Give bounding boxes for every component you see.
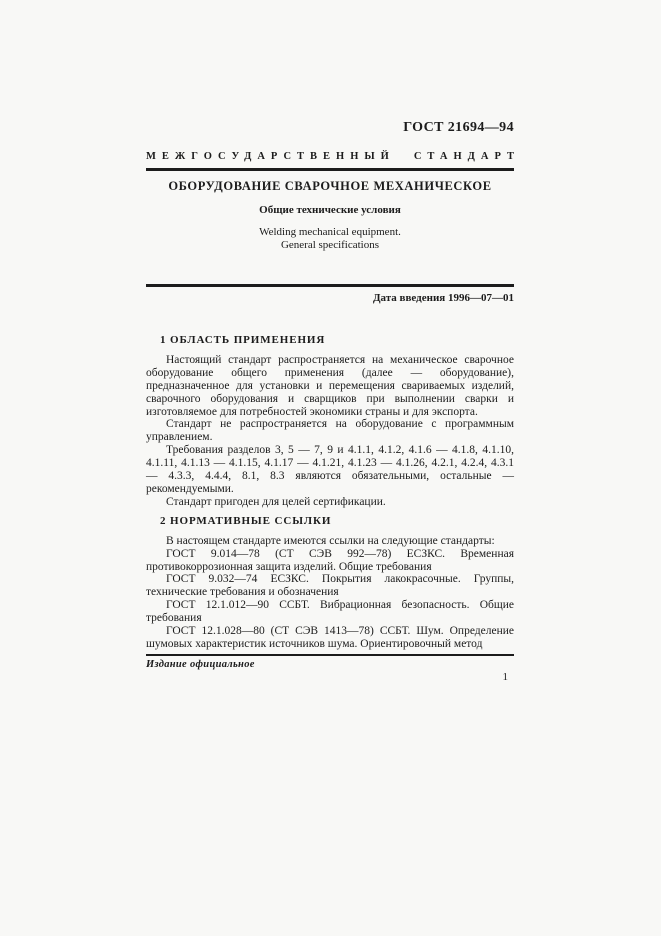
section-2-heading: 2 НОРМАТИВНЫЕ ССЫЛКИ: [160, 514, 332, 527]
section-1-paragraph-1: Настоящий стандарт распространяется на механическое сварочное оборудование общего применения (далее — оборудование), предназначенное для установки и перемещения свариваемых изделий, сварочного оборудования и сварщиков при выполнении сварки и изготовляемое для потребностей экономики страны и для экспорта.: [146, 353, 514, 418]
effective-date: Дата введения 1996—07—01: [372, 292, 514, 304]
document-title-en-line1: Welding mechanical equipment.: [259, 226, 401, 238]
date-divider: [146, 284, 514, 287]
edition-note: Издание официальное: [146, 659, 255, 670]
section-1-paragraph-4: Стандарт пригоден для целей сертификации.: [166, 495, 386, 508]
standard-type-word-2: СТАНДАРТ: [413, 151, 520, 162]
document-title-en: [146, 226, 514, 251]
section-2-reference-1: ГОСТ 9.014—78 (СТ СЭВ 992—78) ЕСЗКС. Временная противокоррозионная защита изделий. Общие требования: [146, 547, 514, 573]
page-number: 1: [502, 671, 508, 683]
section-2-reference-3: ГОСТ 12.1.012—90 ССБТ. Вибрационная безопасность. Общие требования: [146, 599, 514, 625]
footer-divider: [146, 654, 514, 656]
section-1-paragraph-2: Стандарт не распространяется на оборудование с программным управлением.: [146, 418, 514, 444]
section-2-reference-4: ГОСТ 12.1.028—80 (СТ СЭВ 1413—78) ССБТ. Шум. Определение шумовых характеристик источников шума. Ориентировочный метод: [146, 625, 514, 650]
document-title-en-line2: General specifications: [280, 238, 380, 251]
standard-type-word-1: МЕЖГОСУДАРСТВЕННЫЙ: [146, 151, 395, 162]
doc-number: ГОСТ 21694—94: [403, 120, 514, 135]
section-1-heading: 1 ОБЛАСТЬ ПРИМЕНЕНИЯ: [160, 334, 326, 346]
standard-type-banner: [146, 151, 520, 162]
document-title-ru: ОБОРУДОВАНИЕ СВАРОЧНОЕ МЕХАНИЧЕСКОЕ: [168, 179, 492, 193]
section-2-reference-2: ГОСТ 9.032—74 ЕСЗКС. Покрытия лакокрасочные. Группы, технические требования и обозначения: [146, 573, 514, 599]
document-subtitle-ru: Общие технические условия: [259, 204, 401, 216]
section-1-paragraph-3: Требования разделов 3, 5 — 7, 9 и 4.1.1, 4.1.2, 4.1.6 — 4.1.8, 4.1.10, 4.1.11, 4.1.13 — 4.1.15, 4.1.17 — 4.1.21, 4.1.23 — 4.1.26, 4.2.1, 4.2.4, 4.3.1 — 4.3.3, 4.4.4, 8.1, 8.3 являются обязательными, остальные — рекомендуемыми.: [146, 444, 514, 495]
header-divider: [146, 168, 514, 171]
document-body: [146, 334, 514, 651]
section-2-paragraph-1: В настоящем стандарте имеются ссылки на следующие стандарты:: [166, 534, 495, 547]
